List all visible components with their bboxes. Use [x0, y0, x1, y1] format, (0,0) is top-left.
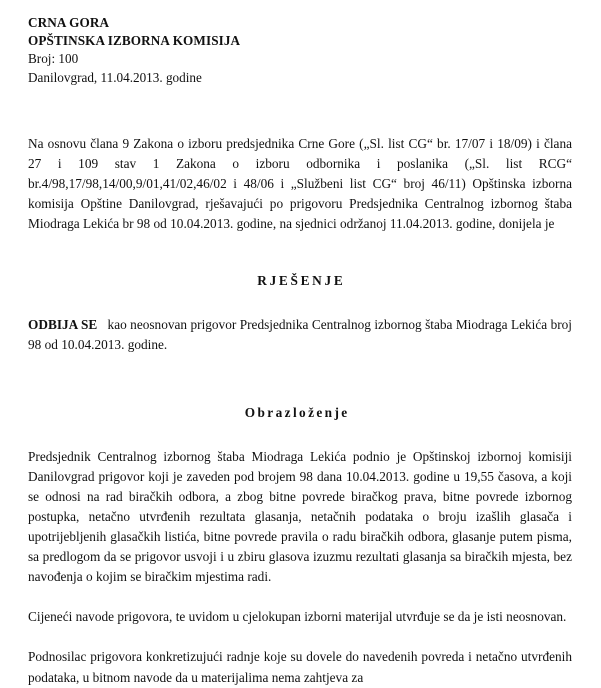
reasoning-paragraph-1: Predsjednik Centralnog izbornog štaba Miodraga Lekića podnio je Opštinskoj izbornoj komisiji Danilovgrad prigovor koji je zaveden pod brojem 98 dana 10.04.2013. godine u 19,55 časova, a koji se odnosi na rad biračkih odbora, a zbog bitne povrede biračkog prava, bitne povrede izbornog postupka, netačno utvrđenih rezultata glasanja, netačnih podataka o broju izašlih glasača i upotrijebljenih glasačkih listića, bitne povrede pravila o radu biračkih odbora, glasanje putem pisma, sa predlogom da se prigovor usvoji i u zbiru glasova izuzmu rezultati glasanja sa biračkih mjesta, bez navođenja o kojim se biračkim mjestima radi.	[28, 448, 572, 585]
ruling-body-text: kao neosnovan prigovor Predsjednika Centralnog izbornog štaba Miodraga Lekića broj 98 od 10.04.2013. godine.	[28, 317, 572, 353]
letterhead	[28, 14, 572, 87]
reasoning-paragraph-2: Cijeneći navode prigovora, te uvidom u cjelokupan izborni materijal utvrđuje se da je isti neosnovan.	[28, 609, 567, 625]
letterhead-reference-number: Broj: 100	[28, 51, 79, 67]
letterhead-country: CRNA GORA	[28, 15, 110, 30]
reasoning-heading: Obrazloženje	[244, 404, 350, 420]
spacer-after-reasoning-heading	[28, 423, 572, 447]
ruling-lead-text: ODBIJA SE	[28, 317, 98, 333]
letterhead-authority: OPŠTINSKA IZBORNA KOMISIJA	[28, 33, 241, 49]
decision-heading: RJEŠENJE	[257, 273, 346, 289]
decision-ruling-paragraph	[28, 315, 572, 355]
letterhead-place-and-date: Danilovgrad, 11.04.2013. godine	[28, 69, 202, 85]
reasoning-paragraph-3: Podnosilac prigovora konkretizujući radnje koje su dovele do navedenih povreda i netačno utvrđenih podataka, u bitnom navode da u materijalima nema zahtjeva za	[28, 649, 572, 685]
document-body	[28, 134, 572, 688]
spacer-after-decision-heading	[28, 291, 572, 315]
spacer-before-decision-heading	[28, 254, 572, 271]
preamble-paragraph: Na osnovu člana 9 Zakona o izboru predsjednika Crne Gore („Sl. list CG“ br. 17/07 i 18/09) i člana 27 i 109 stav 1 Zakona o izboru odbornika i poslanika („Sl. list RCG“ br.4/98,17/98,14/00,9/01,41/02,46/02 i 48/06 i „Službeni list CG“ broj 46/11) Opštinska izborna komisija Opštine Danilovgrad, rješavajući po prigovoru Predsjednika Centralnog izbornog štaba Miodraga Lekića br 98 od 10.04.2013. godine, na sjednici održanoj 11.04.2013. godine, donijela je	[28, 135, 572, 232]
spacer-before-reasoning-heading	[28, 376, 572, 403]
